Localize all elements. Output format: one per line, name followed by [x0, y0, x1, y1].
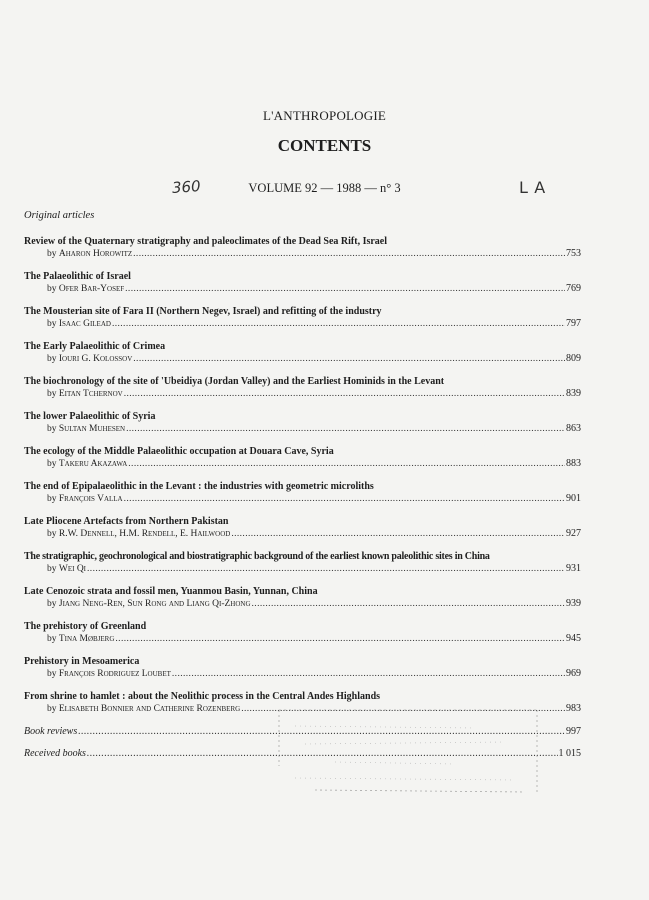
dot-leader: [87, 563, 565, 575]
page-number: 945: [566, 633, 581, 644]
article-author: Aharon Horowitz: [58, 249, 133, 259]
toc-entry: The Palaeolithic of Israel by Ofer Bar-Yosef ..... 769: [24, 271, 581, 306]
page-number: 797: [566, 318, 581, 329]
article-author: Elisabeth Bonnier and Catherine Rozenberg: [58, 704, 241, 714]
table-of-contents: [24, 236, 581, 770]
dot-leader: [241, 703, 565, 715]
toc-misc-entry: [24, 726, 581, 748]
page-number: 997: [566, 726, 581, 737]
toc-entry: Late Cenozoic strata and fossil men, Yuanmou Basin, Yunnan, China by Jiang Neng-Ren, Sun Rong and Liang Qi-Zhong ..... 939: [24, 586, 581, 621]
page-number: 939: [566, 598, 581, 609]
dot-leader: [231, 528, 565, 540]
page-number: 809: [566, 353, 581, 364]
dot-leader: [78, 726, 565, 737]
dot-leader: [115, 633, 565, 645]
toc-entry: The biochronology of the site of 'Ubeidiya (Jordan Valley) and the Earliest Hominids in the Levant by Eitan Tchernov ..... 839: [24, 376, 581, 411]
toc-entry: The Early Palaeolithic of Crimea by Iouri G. Kolossov ..... 809: [24, 341, 581, 376]
toc-entry: Late Pliocene Artefacts from Northern Pakistan by R.W. Dennell, H.M. Rendell, E. Hailwood ..... 927: [24, 516, 581, 551]
toc-entry: Prehistory in Mesoamerica by François Rodriguez Loubet ..... 969: [24, 656, 581, 691]
page-number: 769: [566, 283, 581, 294]
article-title: The Mousterian site of Fara II (Northern Negev, Israel) and refitting of the industry: [24, 306, 382, 317]
article-title: Review of the Quaternary stratigraphy and paleoclimates of the Dead Sea Rift, Israel: [24, 236, 388, 247]
page-number: 931: [566, 563, 581, 574]
toc-entry: The stratigraphic, geochronological and biostratigraphic background of the earliest known paleolithic sites in China by Wei Qi ..... 931: [24, 551, 581, 586]
dot-leader: [252, 598, 565, 610]
article-author: Takeru Akazawa: [58, 459, 128, 469]
misc-label: Received books: [24, 748, 86, 759]
article-title: The lower Palaeolithic of Syria: [24, 411, 156, 422]
article-title: Prehistory in Mesoamerica: [24, 656, 140, 667]
page-number: 863: [566, 423, 581, 434]
article-author: Sultan Muhesen: [58, 424, 126, 434]
dot-leader: [128, 458, 565, 470]
toc-entry: The lower Palaeolithic of Syria by Sultan Muhesen ..... 863: [24, 411, 581, 446]
article-author: Iouri G. Kolossov: [58, 354, 133, 364]
handwritten-note-right: LA: [519, 178, 552, 197]
toc-entry: Review of the Quaternary stratigraphy and paleoclimates of the Dead Sea Rift, Israel by Aharon Horowitz ..... 753: [24, 236, 581, 271]
toc-entry: The end of Epipalaeolithic in the Levant : the industries with geometric microliths by François Valla ..... 901: [24, 481, 581, 516]
dot-leader: [126, 423, 565, 435]
toc-misc-entry: [24, 748, 581, 770]
section-label: Original articles: [24, 210, 95, 221]
article-author: Eitan Tchernov: [58, 389, 123, 399]
article-title: The stratigraphic, geochronological and biostratigraphic background of the earliest known paleolithic sites in China: [24, 551, 490, 562]
article-author: Wei Qi: [58, 564, 87, 574]
article-title: From shrine to hamlet : about the Neolithic process in the Central Andes Highlands: [24, 691, 381, 702]
article-author: Isaac Gilead: [58, 319, 111, 329]
misc-label: Book reviews: [24, 726, 78, 737]
toc-entry: The Mousterian site of Fara II (Northern Negev, Israel) and refitting of the industry by Isaac Gilead ..... 797: [24, 306, 581, 341]
page-number: 753: [566, 248, 581, 259]
contents-heading: CONTENTS: [277, 136, 372, 155]
article-title: The Palaeolithic of Israel: [24, 271, 131, 282]
page-number: 1 015: [558, 748, 581, 759]
page-number: 901: [566, 493, 581, 504]
dot-leader: [125, 283, 565, 295]
article-author: François Rodriguez Loubet: [58, 669, 171, 679]
article-title: The end of Epipalaeolithic in the Levant : the industries with geometric microliths: [24, 481, 374, 492]
toc-entry: The ecology of the Middle Palaeolithic occupation at Douara Cave, Syria by Takeru Akazawa ..... 883: [24, 446, 581, 481]
article-author: Jiang Neng-Ren, Sun Rong and Liang Qi-Zhong: [58, 599, 251, 609]
journal-name: L'ANTHROPOLOGIE: [262, 108, 387, 123]
article-title: The ecology of the Middle Palaeolithic occupation at Douara Cave, Syria: [24, 446, 334, 457]
article-author: R.W. Dennell, H.M. Rendell, E. Hailwood: [58, 529, 231, 539]
article-author: Tina Møbjerg: [58, 634, 115, 644]
dot-leader: [124, 388, 565, 400]
article-author: François Valla: [58, 494, 123, 504]
article-title: The prehistory of Greenland: [24, 621, 147, 632]
article-title: The biochronology of the site of 'Ubeidiya (Jordan Valley) and the Earliest Hominids in the Levant: [24, 376, 445, 387]
page-number: 983: [566, 703, 581, 714]
volume-line: VOLUME 92 — 1988 — n° 3: [248, 181, 401, 195]
dot-leader: [172, 668, 565, 680]
page-number: 927: [566, 528, 581, 539]
dot-leader: [133, 248, 565, 260]
toc-entry: From shrine to hamlet : about the Neolithic process in the Central Andes Highlands by Elisabeth Bonnier and Catherine Rozenberg ..... 983: [24, 691, 581, 726]
dot-leader: [87, 748, 558, 759]
toc-entry: The prehistory of Greenland by Tina Møbjerg ..... 945: [24, 621, 581, 656]
article-title: Late Pliocene Artefacts from Northern Pakistan: [24, 516, 229, 527]
article-author: Ofer Bar-Yosef: [58, 284, 125, 294]
page-number: 839: [566, 388, 581, 399]
article-title: Late Cenozoic strata and fossil men, Yuanmou Basin, Yunnan, China: [24, 586, 318, 597]
article-title: The Early Palaeolithic of Crimea: [24, 341, 166, 352]
dot-leader: [124, 493, 565, 505]
dot-leader: [112, 318, 565, 330]
page-number: 883: [566, 458, 581, 469]
dot-leader: [133, 353, 565, 365]
handwritten-note-left: 360: [171, 177, 202, 197]
page-number: 969: [566, 668, 581, 679]
